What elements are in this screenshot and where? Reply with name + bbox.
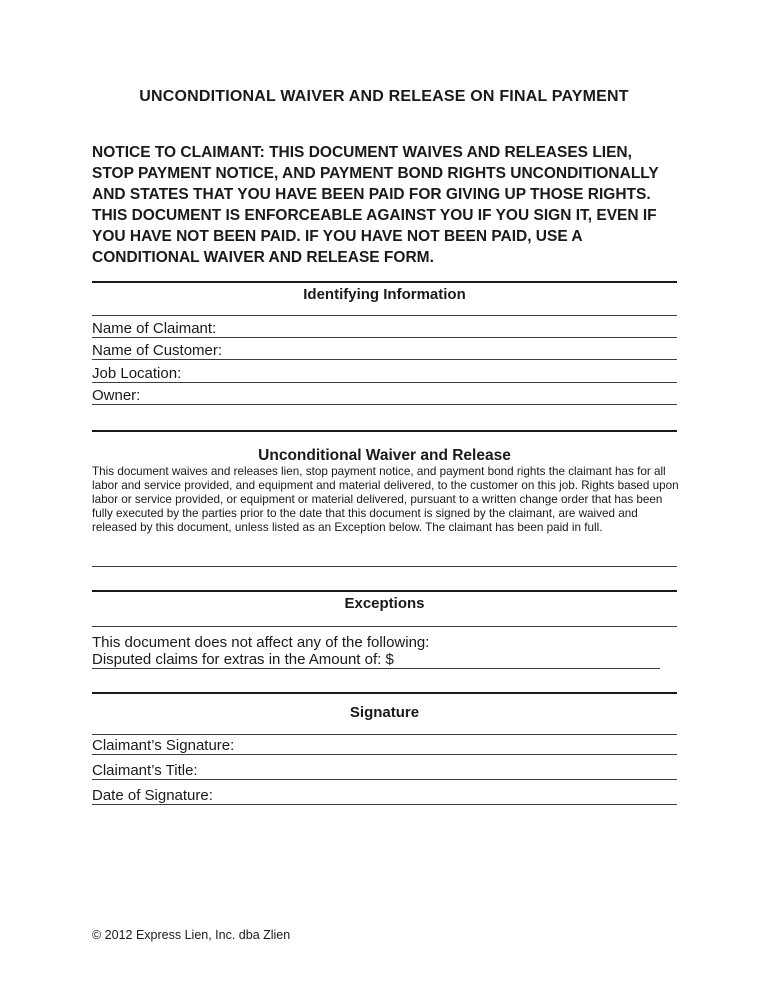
disputed-claims-amount-label: Disputed claims for extras in the Amount of: $ [92,651,394,668]
waiver-release-body: This document waives and releases lien, stop payment notice, and payment bond rights the claimant has for all labor and service provided, and equipment and material delivered, to the customer on this job. Rights based upon labor or service provided, or equipment or material delivered, pursuant to a written change order that has been fully executed by the parties prior to the date that this document is signed by the claimant, are waived and released by this document, unless listed as an Exception below. The claimant has been paid in full. [92,465,679,534]
job-location-label: Job Location: [92,364,182,382]
section-rule-top-exceptions [92,590,677,592]
copyright-footer: © 2012 Express Lien, Inc. dba Zlien [92,928,291,942]
name-of-claimant-row [92,315,677,338]
owner-row [92,383,677,406]
claimant-signature-row [92,730,677,755]
identifying-fields [92,315,677,405]
section-rule-top-signature [92,692,677,694]
section-rule-top-waiver [92,430,677,432]
claimant-signature-label: Claimant’s Signature: [92,737,235,754]
exceptions-intro: This document does not affect any of the following: [92,634,430,651]
section-rule-sub-exceptions [92,626,677,627]
notice-to-claimant: NOTICE TO CLAIMANT: THIS DOCUMENT WAIVES AND RELEASES LIEN, STOP PAYMENT NOTICE, AND PAYMENT BOND RIGHTS UNCONDITIONALLY AND STATES THAT YOU HAVE BEEN PAID FOR GIVING UP THOSE RIGHTS. THIS DOCUMENT IS ENFORCEABLE AGAINST YOU IF YOU SIGN IT, EVEN IF YOU HAVE NOT BEEN PAID. IF YOU HAVE NOT BEEN PAID, USE A CONDITIONAL WAIVER AND RELEASE FORM. [92,144,659,266]
document-title: UNCONDITIONAL WAIVER AND RELEASE ON FINAL PAYMENT [139,88,629,105]
exceptions-heading: Exceptions [344,595,425,612]
date-of-signature-row [92,780,677,805]
owner-label: Owner: [92,387,141,404]
job-location-row [92,360,677,383]
date-of-signature-label: Date of Signature: [92,787,213,804]
identifying-information-heading: Identifying Information [303,286,466,303]
signature-heading: Signature [349,704,420,721]
name-of-customer-label: Name of Customer: [92,342,223,359]
signature-fields [92,730,677,805]
claimant-title-row [92,755,677,780]
claimant-title-label: Claimant’s Title: [92,762,198,779]
disputed-claims-row [92,648,660,669]
name-of-claimant-label: Name of Claimant: [92,319,217,337]
waiver-release-heading: Unconditional Waiver and Release [258,447,511,464]
name-of-customer-row [92,338,677,361]
section-rule-top-identifying [92,281,677,283]
section-rule-bottom-waiver [92,566,677,567]
